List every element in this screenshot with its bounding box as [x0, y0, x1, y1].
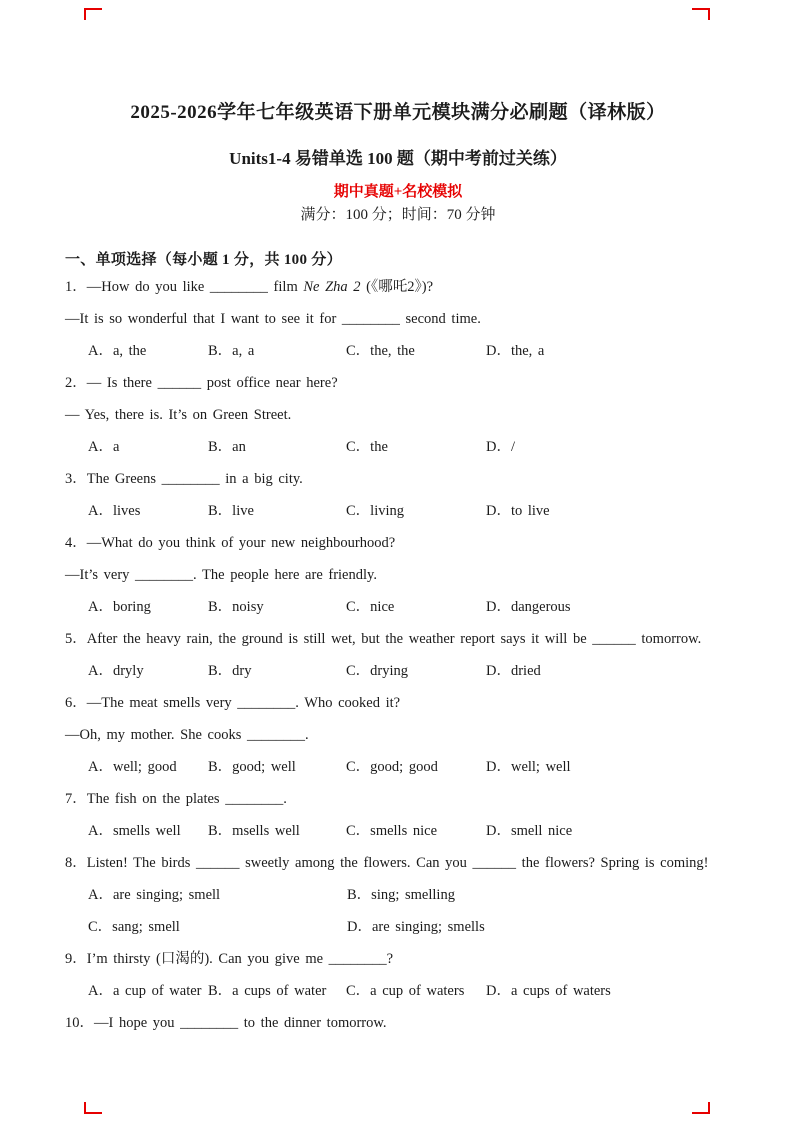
crop-mark-top-left	[84, 8, 102, 20]
question-4	[65, 527, 731, 623]
score-time-info: 满分：100 分；时间：70 分钟	[300, 207, 496, 223]
option-c: C．the	[346, 439, 388, 455]
question-8	[65, 847, 731, 943]
option-c: C．living	[346, 503, 405, 519]
question-7-stem-line-1: 7．The fish on the plates ________.	[65, 791, 287, 807]
option-d: D．to live	[486, 503, 550, 519]
question-1-stem-line-1	[65, 271, 731, 303]
question-1-stem-line-2: —It is so wonderful that I want to see it for ________ second time.	[65, 311, 481, 327]
option-d: D．are singing; smells	[347, 919, 485, 935]
option-a: A．a	[88, 439, 120, 455]
page-title: 2025-2026学年七年级英语下册单元模块满分必刷题（译林版）	[130, 102, 666, 123]
stem-text: 1．—How do you like ________ film	[65, 279, 304, 295]
option-c: C．a cup of waters	[346, 983, 465, 999]
option-b: B．good; well	[208, 759, 296, 775]
option-a: A．dryly	[88, 663, 144, 679]
option-d: D．dried	[486, 663, 541, 679]
question-9	[65, 943, 731, 1007]
option-b: B．dry	[208, 663, 252, 679]
option-c: C．drying	[346, 663, 409, 679]
question-6-stem-line-1: 6．—The meat smells very ________. Who cooked it?	[65, 695, 401, 711]
option-d: D．dangerous	[486, 599, 571, 615]
option-d: D．well; well	[486, 759, 571, 775]
question-10	[65, 1007, 731, 1039]
option-b: B．noisy	[208, 599, 264, 615]
option-a: A．well; good	[88, 759, 177, 775]
question-7	[65, 783, 731, 847]
exam-tagline: 期中真题+名校模拟	[333, 184, 463, 200]
question-6-options	[65, 751, 731, 783]
option-b: B．a, a	[208, 343, 255, 359]
question-4-stem-line-1: 4．—What do you think of your new neighbourhood?	[65, 535, 396, 551]
option-b: B．a cups of water	[208, 983, 327, 999]
option-b: B．msells well	[208, 823, 300, 839]
crop-mark-bottom-right	[692, 1102, 710, 1114]
crop-mark-bottom-left	[84, 1102, 102, 1114]
option-c: C．the, the	[346, 343, 415, 359]
option-b: B．sing; smelling	[347, 887, 455, 903]
option-a: A．are singing; smell	[88, 887, 221, 903]
section-heading: 一、单项选择（每小题 1 分，共 100 分）	[65, 252, 342, 268]
option-a: A．lives	[88, 503, 141, 519]
option-c: C．smells nice	[346, 823, 438, 839]
question-7-options	[65, 815, 731, 847]
question-3-options	[65, 495, 731, 527]
option-c: C．good; good	[346, 759, 438, 775]
option-a: A．a, the	[88, 343, 147, 359]
page-subtitle: Units1-4 易错单选 100 题（期中考前过关练）	[229, 149, 567, 168]
question-1-options	[65, 335, 731, 367]
question-2-stem-line-1: 2．— Is there ______ post office near here?	[65, 375, 338, 391]
page-content	[0, 100, 793, 1039]
option-d: D．/	[486, 439, 515, 455]
question-9-options	[65, 975, 731, 1007]
option-a: A．a cup of water	[88, 983, 202, 999]
question-2	[65, 367, 731, 463]
question-4-stem-line-2: —It’s very ________. The people here are friendly.	[65, 567, 377, 583]
question-4-options	[65, 591, 731, 623]
question-2-options	[65, 431, 731, 463]
question-3-stem-line-1: 3．The Greens ________ in a big city.	[65, 471, 303, 487]
option-b: B．live	[208, 503, 254, 519]
question-10-stem-line-1: 10．—I hope you ________ to the dinner tomorrow.	[65, 1015, 387, 1031]
question-9-stem-line-1: 9．I’m thirsty (口渴的). Can you give me ________?	[65, 951, 394, 967]
question-5-stem-line-1: 5．After the heavy rain, the ground is still wet, but the weather report says it will be ______ tomorrow.	[65, 631, 702, 647]
option-c: C．nice	[346, 599, 395, 615]
stem-text: (《哪吒2》)?	[360, 279, 433, 295]
option-d: D．the, a	[486, 343, 545, 359]
question-5	[65, 623, 731, 687]
question-8-stem-line-1: 8．Listen! The birds ______ sweetly among the flowers. Can you ______ the flowers? Spring is coming!	[65, 855, 709, 871]
question-3	[65, 463, 731, 527]
crop-mark-top-right	[692, 8, 710, 20]
option-a: A．smells well	[88, 823, 181, 839]
option-b: B．an	[208, 439, 246, 455]
question-6	[65, 687, 731, 783]
option-a: A．boring	[88, 599, 151, 615]
option-d: D．a cups of waters	[486, 983, 611, 999]
film-title-italic: Ne Zha 2	[303, 279, 361, 295]
question-8-options	[65, 879, 731, 943]
question-1	[65, 271, 731, 367]
question-2-stem-line-2: — Yes, there is. It’s on Green Street.	[65, 407, 292, 423]
question-5-options	[65, 655, 731, 687]
option-c: C．sang; smell	[88, 919, 180, 935]
question-6-stem-line-2: —Oh, my mother. She cooks ________.	[65, 727, 309, 743]
option-d: D．smell nice	[486, 823, 573, 839]
